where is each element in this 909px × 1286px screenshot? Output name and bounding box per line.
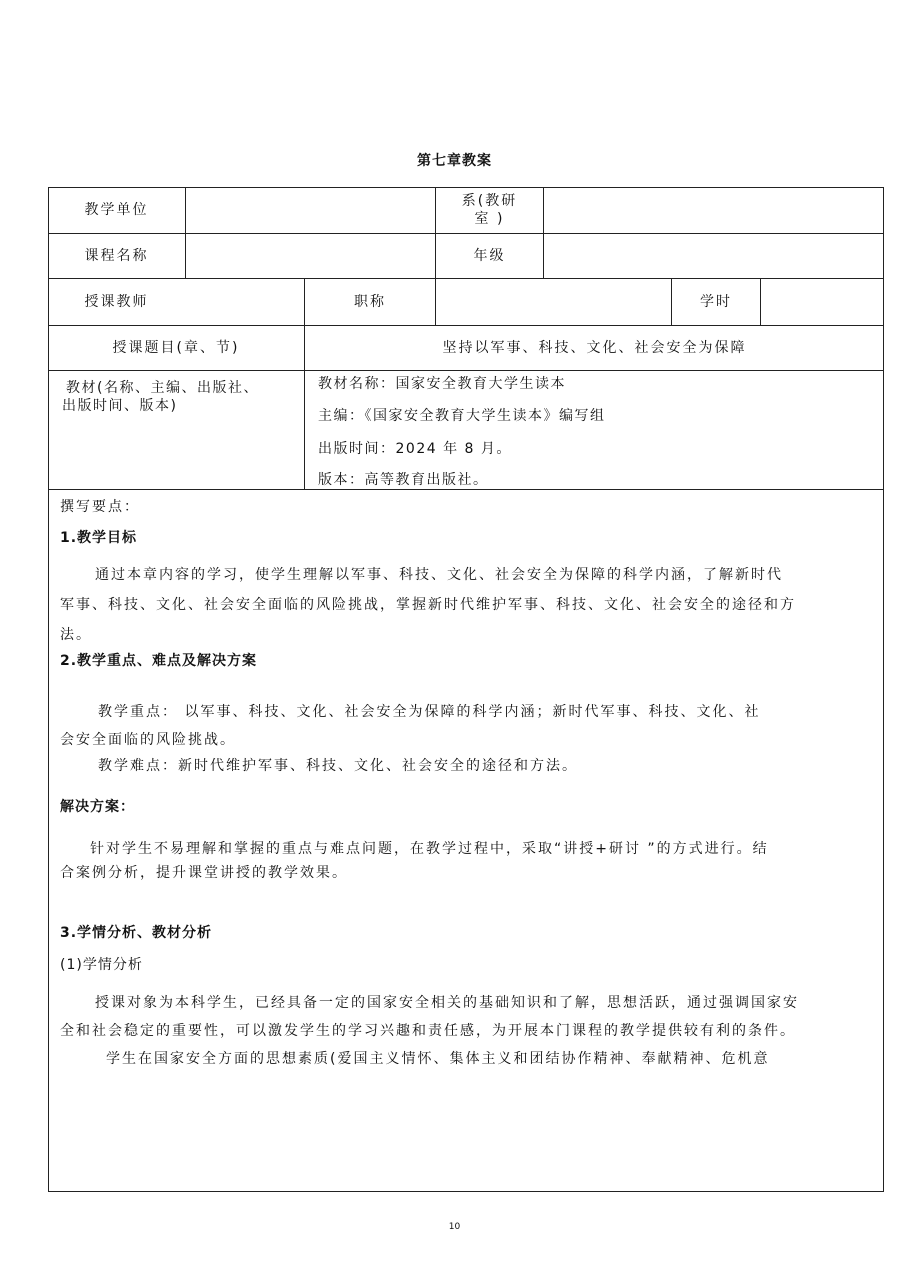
textbook-date: 出版时间：2024 年 8 月。: [318, 441, 512, 457]
title-rank-value[interactable]: [436, 278, 671, 325]
teacher-label: 授课教师: [84, 293, 149, 310]
course-value[interactable]: [186, 233, 435, 278]
paragraph-line: 学生在国家安全方面的思想素质(爱国主义情怀、集体主义和团结协作精神、奉献精神、危机意: [106, 1051, 770, 1067]
row-divider: [48, 370, 884, 371]
paragraph-line: 会安全面临的风险挑战。: [60, 732, 236, 748]
paragraph-line: 教学重点： 以军事、科技、文化、社会安全为保障的科学内涵；新时代军事、科技、文化、社: [98, 704, 761, 720]
section-heading: 2.教学重点、难点及解决方案: [60, 653, 258, 669]
textbook-name: 教材名称：国家安全教育大学生读本: [318, 376, 566, 392]
paragraph-line: 教学难点：新时代维护军事、科技、文化、社会安全的途径和方法。: [98, 758, 578, 774]
title-rank-label: 职称: [354, 293, 386, 310]
section-heading: 1.教学目标: [60, 530, 138, 546]
dept-label-line1: 系(教研: [461, 193, 518, 209]
grade-value[interactable]: [544, 233, 884, 278]
subsection-heading: (1)学情分析: [60, 957, 143, 973]
intro-text: 撰写要点：: [60, 499, 140, 515]
dept-label-line2: 室 ): [474, 211, 505, 227]
dept-value[interactable]: [544, 187, 884, 233]
textbook-label-line1: 教材(名称、主编、出版社、: [66, 380, 259, 396]
textbook-label-line2: 出版时间、版本): [62, 398, 178, 414]
textbook-editor: 主编：《国家安全教育大学生读本》编写组: [318, 408, 606, 424]
paragraph-line: 授课对象为本科学生，已经具备一定的国家安全相关的基础知识和了解，思想活跃，通过强调国家安: [95, 995, 799, 1011]
paragraph-line: 法。: [60, 627, 92, 643]
row-divider: [48, 489, 884, 490]
page-number: 10: [448, 1222, 461, 1232]
course-label: 课程名称: [84, 247, 149, 264]
teacher-value[interactable]: [186, 278, 304, 325]
unit-value[interactable]: [186, 187, 435, 233]
paragraph-line: 通过本章内容的学习，使学生理解以军事、科技、文化、社会安全为保障的科学内涵，了解新时代: [95, 567, 783, 583]
unit-label: 教学单位: [84, 202, 149, 218]
grade-label: 年级: [473, 247, 506, 264]
page-title: 第七章教案: [417, 153, 492, 169]
topic-value: 坚持以军事、科技、文化、社会安全为保障: [442, 339, 747, 356]
paragraph-line: 全和社会稳定的重要性，可以激发学生的学习兴趣和责任感，为开展本门课程的教学提供较有利的条件。: [60, 1023, 796, 1039]
dept-label: [436, 189, 543, 231]
section-heading: 3.学情分析、教材分析: [60, 925, 213, 941]
topic-label: 授课题目(章、节): [112, 339, 240, 356]
paragraph-line: 针对学生不易理解和掌握的重点与难点问题，在教学过程中，采取“讲授+研讨 ”的方式进行。结: [90, 841, 769, 857]
section-heading: 解决方案：: [60, 799, 135, 815]
hours-value[interactable]: [761, 278, 884, 325]
hours-label: 学时: [700, 293, 732, 310]
textbook-version: 版本：高等教育出版社。: [318, 472, 489, 488]
paragraph-line: 合案例分析，提升课堂讲授的教学效果。: [60, 865, 348, 881]
paragraph-line: 军事、科技、文化、社会安全面临的风险挑战，掌握新时代维护军事、科技、文化、社会安全的途径和方: [60, 597, 796, 613]
